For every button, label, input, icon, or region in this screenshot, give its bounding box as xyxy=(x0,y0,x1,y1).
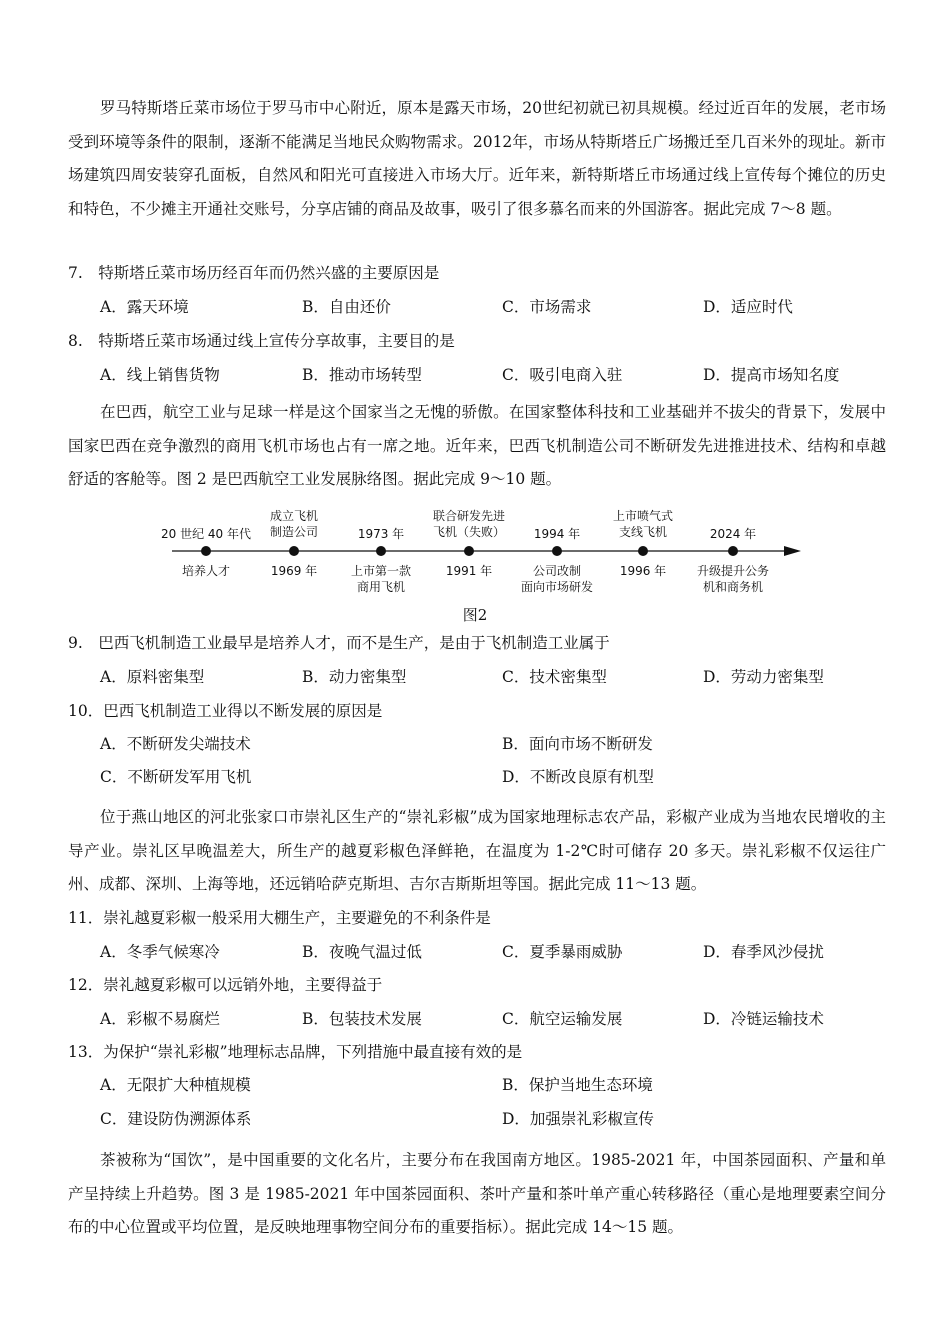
passage-tea: 茶被称为“国饮”，是中国重要的文化名片，主要分布在我国南方地区。1985-2021 年，中国茶园面积、产量和单产呈持续上升趋势。图 3 是 1985-2021 年中国茶园面积、茶叶产量和茶叶单产重心转移路径（重心是地理要素空间分布的中心位置或平均位置，是反映地理事物空间分布的重要指标）。据此完成 14～15 题。 xyxy=(68,1151,886,1236)
question-13-stem: 13．为保护“崇礼彩椒”地理标志品牌，下列措施中最直接有效的是 xyxy=(68,1043,523,1061)
timeline-bottom-label-2: 1969 年 xyxy=(270,564,318,578)
passage-pepper: 位于燕山地区的河北张家口市崇礼区生产的“崇礼彩椒”成为国家地理标志农产品，彩椒产业成为当地农民增收的主导产业。崇礼区早晚温差大，所生产的越夏彩椒色泽鲜艳，在温度为 1-2℃时可储存 20 多天。崇礼彩椒不仅运往广州、成都、深圳、上海等地，还远销哈萨克斯坦、吉尔吉斯斯坦等国。据此完成 11～13 题。 xyxy=(68,808,886,893)
timeline-top-label-1: 20 世纪 40 年代 xyxy=(161,527,251,541)
q12-option-c: C．航空运输发展 xyxy=(502,1010,623,1028)
timeline-top-label-4: 联合研发先进 飞机（失败） xyxy=(432,509,505,539)
question-8-stem: 8. 特斯塔丘菜市场通过线上宣传分享故事，主要目的是 xyxy=(68,332,455,350)
question-10-stem: 10．巴西飞机制造工业得以不断发展的原因是 xyxy=(68,702,383,720)
timeline-top-label-6: 上市喷气式 支线飞机 xyxy=(612,509,673,539)
q13-option-d: D．加强崇礼彩椒宣传 xyxy=(502,1110,654,1128)
question-12-stem: 12．崇礼越夏彩椒可以远销外地，主要得益于 xyxy=(68,976,383,994)
q12-option-b: B．包装技术发展 xyxy=(302,1010,422,1028)
timeline-dot-4 xyxy=(464,546,474,556)
q12-option-d: D．冷链运输技术 xyxy=(703,1010,824,1028)
q13-option-c: C．建设防伪溯源体系 xyxy=(100,1110,252,1128)
q7-option-b: B．自由还价 xyxy=(302,298,391,316)
timeline-bottom-label-7: 升级提升公务 机和商务机 xyxy=(696,564,769,594)
timeline-dot-3 xyxy=(376,546,386,556)
q9-option-d: D．劳动力密集型 xyxy=(703,668,824,686)
q8-option-b: B．推动市场转型 xyxy=(302,366,422,384)
timeline-top-label-3: 1973 年 xyxy=(357,527,405,541)
timeline-bottom-label-6: 1996 年 xyxy=(619,564,667,578)
timeline-bottom-label-1: 培养人才 xyxy=(181,564,230,578)
q10-option-d: D．不断改良原有机型 xyxy=(502,768,654,786)
timeline-bottom-label-4: 1991 年 xyxy=(445,564,493,578)
timeline-top-label-5: 1994 年 xyxy=(533,527,581,541)
question-7-stem: 7. 特斯塔丘菜市场历经百年而仍然兴盛的主要原因是 xyxy=(68,264,440,282)
timeline-dot-1 xyxy=(201,546,211,556)
q13-option-a: A．无限扩大种植规模 xyxy=(100,1076,251,1094)
timeline-dot-2 xyxy=(289,546,299,556)
q7-option-d: D．适应时代 xyxy=(703,298,793,316)
timeline-arrowhead xyxy=(784,546,801,556)
q13-option-b: B．保护当地生态环境 xyxy=(502,1076,653,1094)
q11-option-c: C．夏季暴雨威胁 xyxy=(502,943,623,961)
q11-option-a: A．冬季气候寒冷 xyxy=(100,943,220,961)
passage-aviation: 在巴西，航空工业与足球一样是这个国家当之无愧的骄傲。在国家整体科技和工业基础并不拔尖的背景下，发展中国家巴西在竞争激烈的商用飞机市场也占有一席之地。近年来，巴西飞机制造公司不断研发先进推进技术、结构和卓越舒适的客舱等。图 2 是巴西航空工业发展脉络图。据此完成 9～10 题。 xyxy=(68,403,886,488)
q10-option-a: A．不断研发尖端技术 xyxy=(100,735,251,753)
q10-option-b: B．面向市场不断研发 xyxy=(502,735,653,753)
timeline-dot-7 xyxy=(728,546,738,556)
timeline-top-label-7: 2024 年 xyxy=(709,527,757,541)
passage-market: 罗马特斯塔丘菜市场位于罗马市中心附近，原本是露天市场，20世纪初就已初具规模。经过近百年的发展，老市场受到环境等条件的限制，逐渐不能满足当地民众购物需求。2012年，市场从特斯塔丘广场搬迁至几百米外的现址。新市场建筑四周安装穿孔面板，自然风和阳光可直接进入市场大厅。近年来，新特斯塔丘市场通过线上宣传每个摊位的历史和特色，不少摊主开通社交账号，分享店铺的商品及故事，吸引了很多慕名而来的外国游客。据此完成 7～8 题。 xyxy=(68,99,886,218)
q11-option-d: D．春季风沙侵扰 xyxy=(703,943,824,961)
question-11-stem: 11．崇礼越夏彩椒一般采用大棚生产，主要避免的不利条件是 xyxy=(68,909,491,927)
q9-option-c: C．技术密集型 xyxy=(502,668,607,686)
q10-option-c: C．不断研发军用飞机 xyxy=(100,768,252,786)
q7-option-a: A．露天环境 xyxy=(100,298,189,316)
q9-option-b: B．动力密集型 xyxy=(302,668,407,686)
figure-2-caption: 图2 xyxy=(462,606,488,624)
question-9-stem: 9. 巴西飞机制造工业最早是培养人才，而不是生产，是由于飞机制造工业属于 xyxy=(68,634,610,652)
timeline-bottom-label-3: 上市第一款 商用飞机 xyxy=(350,564,411,594)
timeline-dot-5 xyxy=(552,546,562,556)
q8-option-c: C．吸引电商入驻 xyxy=(502,366,623,384)
q12-option-a: A．彩椒不易腐烂 xyxy=(100,1010,220,1028)
q9-option-a: A．原料密集型 xyxy=(100,668,205,686)
q8-option-d: D．提高市场知名度 xyxy=(703,366,840,384)
timeline-bottom-label-5: 公司改制 面向市场研发 xyxy=(520,564,593,594)
timeline-dot-6 xyxy=(638,546,648,556)
q7-option-c: C．市场需求 xyxy=(502,298,592,316)
q8-option-a: A．线上销售货物 xyxy=(100,366,220,384)
q11-option-b: B．夜晚气温过低 xyxy=(302,943,422,961)
timeline-top-label-2: 成立飞机 制造公司 xyxy=(269,509,318,539)
